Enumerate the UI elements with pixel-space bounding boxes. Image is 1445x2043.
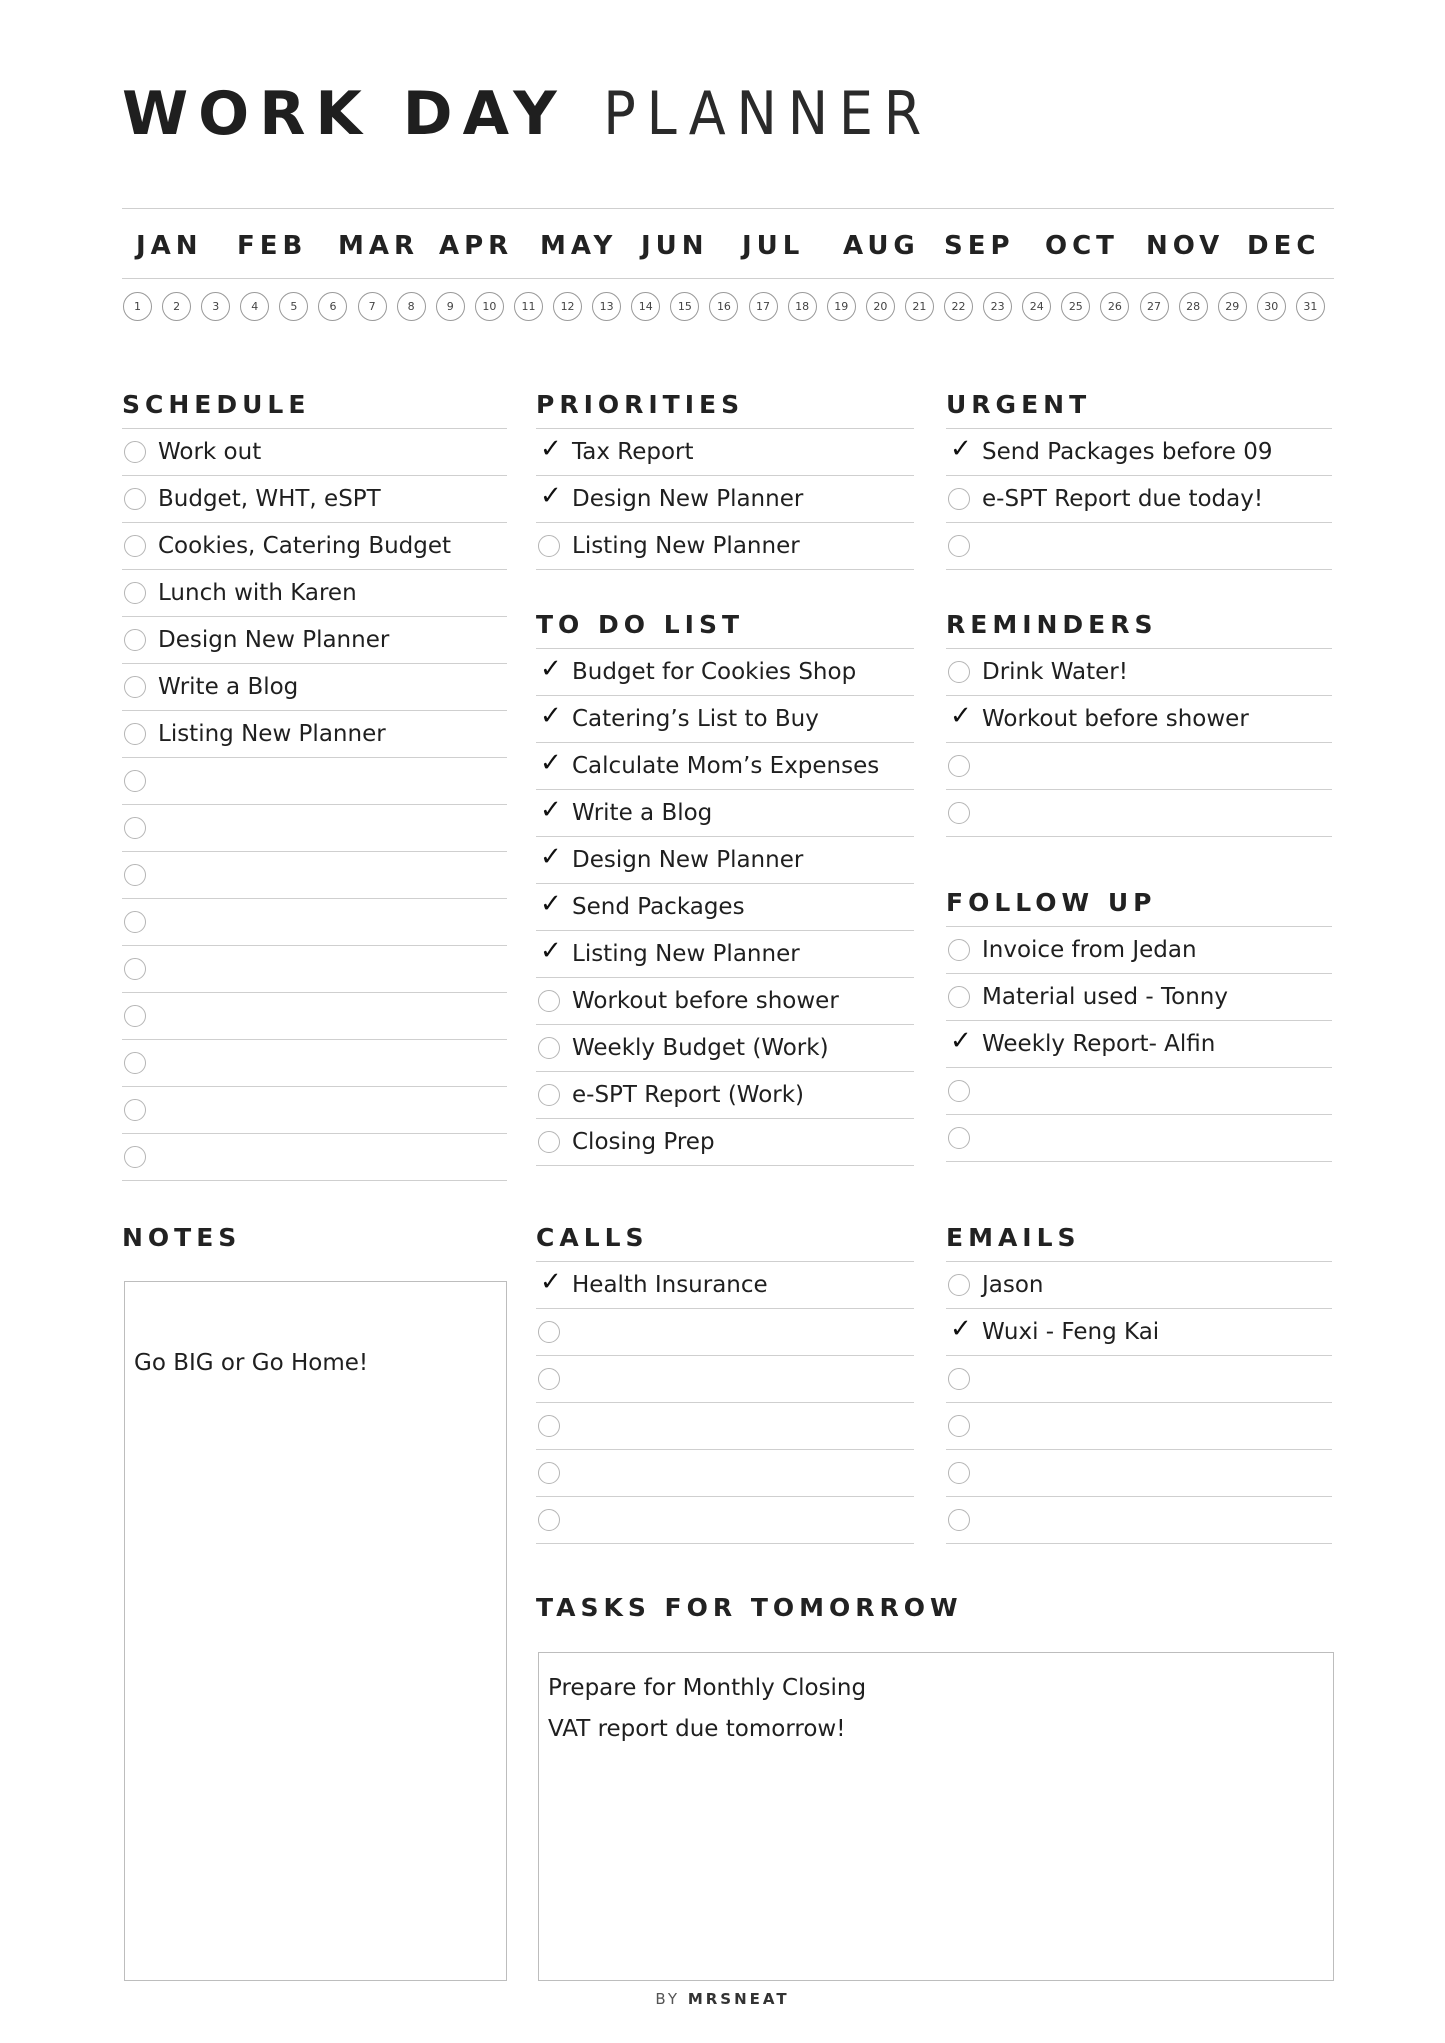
list-item[interactable] <box>946 789 1332 837</box>
day-circle-10[interactable]: 10 <box>475 292 504 321</box>
list-item[interactable] <box>122 475 507 522</box>
title-light: PLANNER <box>602 79 932 149</box>
checkbox-circle-icon[interactable] <box>948 1415 970 1437</box>
list-item[interactable] <box>536 1449 914 1496</box>
check-icon[interactable]: ✓ <box>540 701 562 731</box>
month-aug[interactable]: AUG <box>843 231 920 261</box>
list-item[interactable] <box>946 926 1332 973</box>
emails-title: EMAILS <box>946 1223 1081 1252</box>
list-item-text: Budget for Cookies Shop <box>572 659 857 685</box>
list-item[interactable] <box>122 804 507 851</box>
schedule-title: SCHEDULE <box>122 390 311 419</box>
list-item-text: Send Packages <box>572 894 745 920</box>
footer-brand: MRSNEAT <box>687 1990 790 2008</box>
list-item-text: Drink Water! <box>982 659 1128 685</box>
list-item-text: Health Insurance <box>572 1272 768 1298</box>
schedule-section <box>122 382 507 1181</box>
list-item-text: Cookies, Catering Budget <box>158 533 452 559</box>
list-item[interactable] <box>946 1496 1332 1544</box>
day-circle-22[interactable]: 22 <box>944 292 973 321</box>
list-item[interactable] <box>536 789 914 836</box>
checkbox-circle-icon[interactable] <box>948 661 970 683</box>
tomorrow-title: TASKS FOR TOMORROW <box>536 1593 963 1622</box>
checkbox-circle-icon[interactable] <box>124 535 146 557</box>
list-item[interactable] <box>122 710 507 757</box>
day-circle-13[interactable]: 13 <box>592 292 621 321</box>
checkbox-circle-icon[interactable] <box>124 911 146 933</box>
day-circle-23[interactable]: 23 <box>983 292 1012 321</box>
list-item[interactable] <box>122 1039 507 1086</box>
checkbox-circle-icon[interactable] <box>948 1274 970 1296</box>
footer <box>0 1990 1445 2008</box>
priorities-title: PRIORITIES <box>536 390 745 419</box>
list-item[interactable] <box>122 1133 507 1181</box>
notes-title: NOTES <box>122 1223 242 1252</box>
day-circle-2[interactable]: 2 <box>162 292 191 321</box>
day-circle-16[interactable]: 16 <box>709 292 738 321</box>
checkbox-circle-icon[interactable] <box>948 1509 970 1531</box>
calls-title: CALLS <box>536 1223 649 1252</box>
day-circle-19[interactable]: 19 <box>827 292 856 321</box>
day-circle-26[interactable]: 26 <box>1100 292 1129 321</box>
checkbox-circle-icon[interactable] <box>538 1084 560 1106</box>
checkbox-circle-icon[interactable] <box>124 1052 146 1074</box>
page-title <box>122 78 950 150</box>
tomorrow-line: Prepare for Monthly Closing <box>548 1675 867 1701</box>
checkbox-circle-icon[interactable] <box>538 1509 560 1531</box>
tomorrow-line: VAT report due tomorrow! <box>548 1716 846 1742</box>
checkbox-circle-icon[interactable] <box>124 1099 146 1121</box>
check-icon[interactable]: ✓ <box>540 654 562 684</box>
checkbox-circle-icon[interactable] <box>124 1005 146 1027</box>
list-item-text: Material used - Tonny <box>982 984 1228 1010</box>
checkbox-circle-icon[interactable] <box>124 770 146 792</box>
priorities-section <box>536 382 914 570</box>
list-item[interactable] <box>122 945 507 992</box>
list-item[interactable] <box>536 1261 914 1308</box>
list-item[interactable] <box>536 522 914 570</box>
list-item[interactable] <box>536 648 914 695</box>
month-nov[interactable]: NOV <box>1146 231 1225 261</box>
list-item[interactable] <box>122 663 507 710</box>
checkbox-circle-icon[interactable] <box>538 1037 560 1059</box>
checkbox-circle-icon[interactable] <box>948 986 970 1008</box>
checkbox-circle-icon[interactable] <box>948 1368 970 1390</box>
reminders-section <box>946 602 1332 837</box>
list-item[interactable] <box>536 1308 914 1355</box>
month-dec[interactable]: DEC <box>1247 231 1321 261</box>
day-circle-18[interactable]: 18 <box>788 292 817 321</box>
list-item-text: Jason <box>982 1272 1044 1298</box>
day-circle-31[interactable]: 31 <box>1296 292 1325 321</box>
day-circle-30[interactable]: 30 <box>1257 292 1286 321</box>
checkbox-circle-icon[interactable] <box>124 488 146 510</box>
list-item[interactable] <box>536 1355 914 1402</box>
list-item[interactable] <box>536 883 914 930</box>
list-item[interactable] <box>946 428 1332 475</box>
checkbox-circle-icon[interactable] <box>124 864 146 886</box>
urgent-title: URGENT <box>946 390 1092 419</box>
list-item-text: Write a Blog <box>158 674 299 700</box>
day-circle-27[interactable]: 27 <box>1140 292 1169 321</box>
day-circle-17[interactable]: 17 <box>749 292 778 321</box>
list-item-text: e-SPT Report due today! <box>982 486 1264 512</box>
followup-title: FOLLOW UP <box>946 888 1157 917</box>
month-jan[interactable]: JAN <box>136 231 203 261</box>
checkbox-circle-icon[interactable] <box>538 1462 560 1484</box>
checkbox-circle-icon[interactable] <box>124 1146 146 1168</box>
list-item[interactable] <box>122 1086 507 1133</box>
day-circle-15[interactable]: 15 <box>670 292 699 321</box>
checkbox-circle-icon[interactable] <box>124 817 146 839</box>
checkbox-circle-icon[interactable] <box>124 958 146 980</box>
checkbox-circle-icon[interactable] <box>948 1462 970 1484</box>
month-jul[interactable]: JUL <box>742 231 805 261</box>
list-item[interactable] <box>536 1118 914 1166</box>
list-item[interactable] <box>122 757 507 804</box>
list-item-text: e-SPT Report (Work) <box>572 1082 805 1108</box>
list-item-text: Write a Blog <box>572 800 713 826</box>
list-item[interactable] <box>536 930 914 977</box>
day-circle-3[interactable]: 3 <box>201 292 230 321</box>
day-circle-25[interactable]: 25 <box>1061 292 1090 321</box>
list-item[interactable] <box>536 1024 914 1071</box>
list-item-text: Work out <box>158 439 262 465</box>
list-item[interactable] <box>946 1402 1332 1449</box>
check-icon[interactable]: ✓ <box>540 481 562 511</box>
month-strip <box>122 222 1332 270</box>
list-item-text: Listing New Planner <box>572 941 800 967</box>
list-item[interactable] <box>946 648 1332 695</box>
list-item-text: Lunch with Karen <box>158 580 357 606</box>
checkbox-circle-icon[interactable] <box>948 488 970 510</box>
day-circle-11[interactable]: 11 <box>514 292 543 321</box>
checkbox-circle-icon[interactable] <box>124 676 146 698</box>
check-icon[interactable]: ✓ <box>950 701 972 731</box>
list-item[interactable] <box>536 1071 914 1118</box>
list-item[interactable] <box>536 1402 914 1449</box>
list-item[interactable] <box>946 742 1332 789</box>
calls-section <box>536 1215 914 1544</box>
checkbox-circle-icon[interactable] <box>538 1368 560 1390</box>
list-item[interactable] <box>536 1496 914 1544</box>
day-circle-14[interactable]: 14 <box>631 292 660 321</box>
tomorrow-section <box>536 1585 1136 1631</box>
list-item-text: Catering’s List to Buy <box>572 706 819 732</box>
list-item[interactable] <box>122 616 507 663</box>
list-item-text: Design New Planner <box>158 627 390 653</box>
todo-title: TO DO LIST <box>536 610 745 639</box>
list-item-text: Design New Planner <box>572 486 804 512</box>
day-circle-6[interactable]: 6 <box>318 292 347 321</box>
list-item-text: Tax Report <box>572 439 694 465</box>
list-item-text: Budget, WHT, eSPT <box>158 486 381 512</box>
list-item-text: Listing New Planner <box>572 533 800 559</box>
checkbox-circle-icon[interactable] <box>948 939 970 961</box>
list-item[interactable] <box>536 977 914 1024</box>
urgent-section <box>946 382 1332 570</box>
day-circle-12[interactable]: 12 <box>553 292 582 321</box>
notes-section <box>122 1215 507 1261</box>
day-circle-8[interactable]: 8 <box>397 292 426 321</box>
list-item-text: Design New Planner <box>572 847 804 873</box>
list-item[interactable] <box>122 569 507 616</box>
followup-section <box>946 880 1332 1162</box>
day-circle-5[interactable]: 5 <box>279 292 308 321</box>
list-item[interactable] <box>946 475 1332 522</box>
list-item[interactable] <box>946 1067 1332 1114</box>
checkbox-circle-icon[interactable] <box>948 1127 970 1149</box>
list-item[interactable] <box>946 1261 1332 1308</box>
notes-text: Go BIG or Go Home! <box>134 1350 369 1376</box>
checkbox-circle-icon[interactable] <box>124 723 146 745</box>
reminders-title: REMINDERS <box>946 610 1158 639</box>
notes-box[interactable] <box>124 1281 507 1981</box>
checkbox-circle-icon[interactable] <box>538 990 560 1012</box>
month-oct[interactable]: OCT <box>1045 231 1119 261</box>
list-item-text: Workout before shower <box>572 988 839 1014</box>
title-bold: WORK DAY <box>122 79 567 149</box>
list-item[interactable] <box>536 695 914 742</box>
day-circle-20[interactable]: 20 <box>866 292 895 321</box>
check-icon[interactable]: ✓ <box>950 1314 972 1344</box>
list-item[interactable] <box>946 1020 1332 1067</box>
list-item[interactable] <box>946 973 1332 1020</box>
list-item[interactable] <box>122 898 507 945</box>
list-item[interactable] <box>122 992 507 1039</box>
check-icon[interactable]: ✓ <box>540 795 562 825</box>
day-circle-1[interactable]: 1 <box>123 292 152 321</box>
checkbox-circle-icon[interactable] <box>538 1321 560 1343</box>
month-jun[interactable]: JUN <box>641 231 709 261</box>
list-item-text: Weekly Budget (Work) <box>572 1035 829 1061</box>
check-icon[interactable]: ✓ <box>540 748 562 778</box>
day-strip <box>122 292 1334 322</box>
day-circle-29[interactable]: 29 <box>1218 292 1247 321</box>
checkbox-circle-icon[interactable] <box>948 802 970 824</box>
list-item[interactable] <box>946 522 1332 570</box>
list-item[interactable] <box>946 695 1332 742</box>
check-icon[interactable]: ✓ <box>950 434 972 464</box>
month-feb[interactable]: FEB <box>237 231 308 261</box>
checkbox-circle-icon[interactable] <box>948 535 970 557</box>
divider <box>122 278 1334 279</box>
check-icon[interactable]: ✓ <box>540 936 562 966</box>
list-item[interactable] <box>122 851 507 898</box>
list-item-text: Listing New Planner <box>158 721 386 747</box>
checkbox-circle-icon[interactable] <box>124 629 146 651</box>
list-item[interactable] <box>946 1449 1332 1496</box>
list-item[interactable] <box>946 1355 1332 1402</box>
list-item-text: Wuxi - Feng Kai <box>982 1319 1160 1345</box>
checkbox-circle-icon[interactable] <box>538 1131 560 1153</box>
day-circle-24[interactable]: 24 <box>1022 292 1051 321</box>
checkbox-circle-icon[interactable] <box>124 582 146 604</box>
list-item[interactable] <box>536 428 914 475</box>
checkbox-circle-icon[interactable] <box>538 535 560 557</box>
day-circle-7[interactable]: 7 <box>358 292 387 321</box>
month-sep[interactable]: SEP <box>944 231 1015 261</box>
divider <box>122 208 1334 209</box>
list-item[interactable] <box>122 522 507 569</box>
checkbox-circle-icon[interactable] <box>124 441 146 463</box>
list-item[interactable] <box>536 836 914 883</box>
checkbox-circle-icon[interactable] <box>948 1080 970 1102</box>
list-item-text: Workout before shower <box>982 706 1249 732</box>
month-mar[interactable]: MAR <box>338 231 420 261</box>
check-icon[interactable]: ✓ <box>950 1026 972 1056</box>
list-item[interactable] <box>536 742 914 789</box>
month-may[interactable]: MAY <box>540 231 618 261</box>
list-item-text: Closing Prep <box>572 1129 715 1155</box>
day-circle-9[interactable]: 9 <box>436 292 465 321</box>
check-icon[interactable]: ✓ <box>540 434 562 464</box>
list-item[interactable] <box>946 1114 1332 1162</box>
list-item[interactable] <box>536 475 914 522</box>
list-item[interactable] <box>122 428 507 475</box>
footer-by: BY <box>655 1990 681 2008</box>
list-item-text: Weekly Report- Alfin <box>982 1031 1216 1057</box>
day-circle-4[interactable]: 4 <box>240 292 269 321</box>
month-apr[interactable]: APR <box>439 231 514 261</box>
list-item-text: Invoice from Jedan <box>982 937 1197 963</box>
list-item-text: Calculate Mom’s Expenses <box>572 753 880 779</box>
todo-section <box>536 602 914 1166</box>
list-item[interactable] <box>946 1308 1332 1355</box>
check-icon[interactable]: ✓ <box>540 889 562 919</box>
list-item-text: Send Packages before 09 <box>982 439 1273 465</box>
day-circle-28[interactable]: 28 <box>1179 292 1208 321</box>
checkbox-circle-icon[interactable] <box>538 1415 560 1437</box>
checkbox-circle-icon[interactable] <box>948 755 970 777</box>
check-icon[interactable]: ✓ <box>540 842 562 872</box>
day-circle-21[interactable]: 21 <box>905 292 934 321</box>
tomorrow-box[interactable] <box>538 1652 1334 1981</box>
check-icon[interactable]: ✓ <box>540 1267 562 1297</box>
emails-section <box>946 1215 1332 1544</box>
